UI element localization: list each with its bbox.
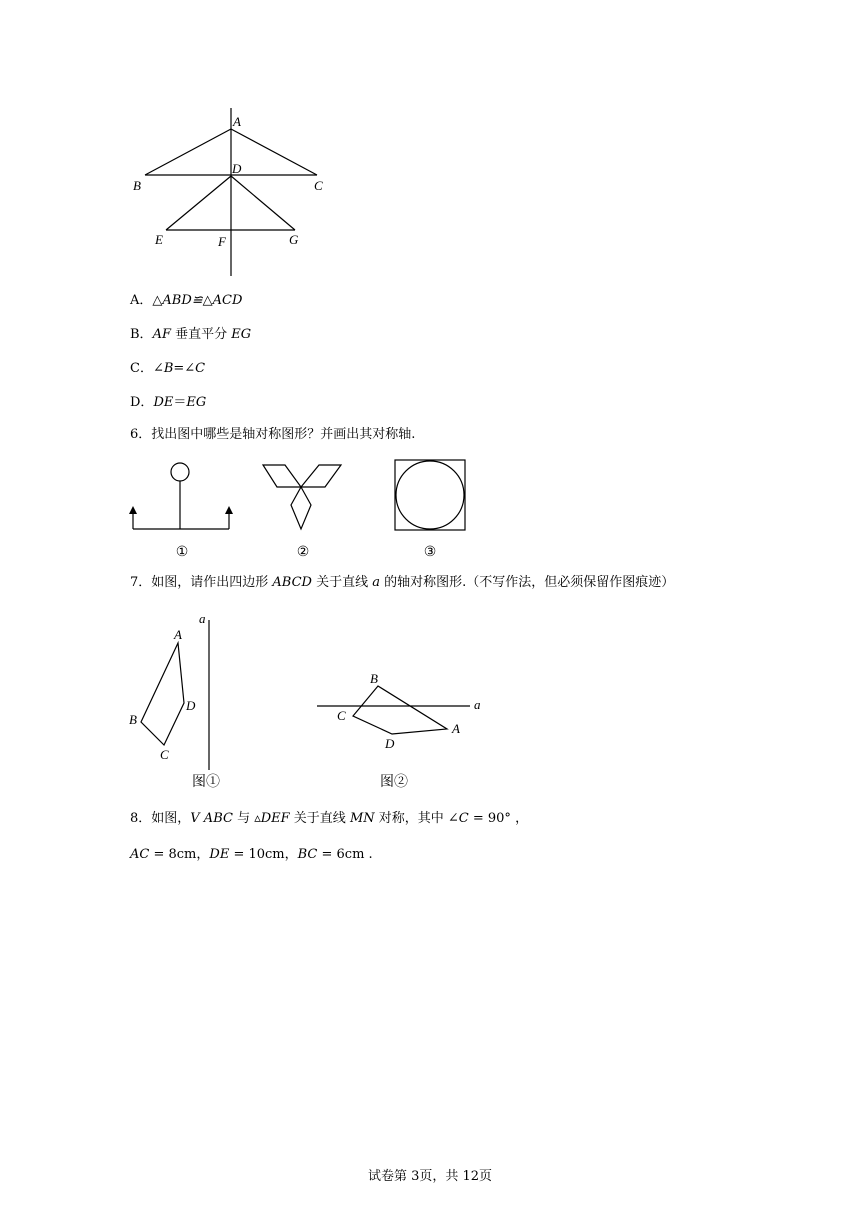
fig2-bottom-rhombus xyxy=(291,487,311,529)
option-b: B．AF 垂直平分 EG xyxy=(130,327,252,342)
caption-fig1: 图① xyxy=(192,775,220,790)
fig3-circle xyxy=(396,461,464,529)
label-g: G xyxy=(289,232,299,247)
figure-q7-2 xyxy=(310,660,500,795)
label-b: B xyxy=(129,712,137,727)
segment-dg xyxy=(231,176,295,230)
segment-ac xyxy=(231,129,317,175)
option-c: C．∠B=∠C xyxy=(130,361,206,376)
fig2-left-rhombus xyxy=(263,465,301,487)
page-footer: 试卷第 3页，共 12页 xyxy=(367,1169,493,1184)
quadrilateral-abcd xyxy=(353,686,447,734)
figure-q6 xyxy=(125,455,475,565)
label-line-a: a xyxy=(199,611,206,626)
segment-de xyxy=(166,176,231,230)
label-c: C xyxy=(337,708,346,723)
label-a: A xyxy=(233,114,241,129)
fig3-label: ③ xyxy=(423,545,437,560)
option-d: D．DE＝EG xyxy=(130,395,207,410)
label-a: A xyxy=(452,721,460,736)
fig2-label: ② xyxy=(296,545,310,560)
label-line-a: a xyxy=(474,697,481,712)
question-8-line1: 8．如图，V ABC 与 ▵DEF 关于直线 MN 对称，其中 ∠C = 90° ， xyxy=(130,811,529,826)
question-6: 6．找出图中哪些是轴对称图形？并画出其对称轴. xyxy=(130,427,416,442)
figure-q7-1 xyxy=(120,605,230,795)
label-d: D xyxy=(385,736,395,751)
label-b: B xyxy=(370,671,378,686)
fig1-left-arrowhead xyxy=(129,506,137,514)
label-f: F xyxy=(218,234,226,249)
label-c: C xyxy=(160,747,169,762)
fig1-circle xyxy=(171,463,189,481)
fig3-square xyxy=(395,460,465,530)
question-7: 7．如图，请作出四边形 ABCD 关于直线 a 的轴对称图形.（不写作法，但必须保留作图痕迹） xyxy=(130,575,675,590)
caption-fig2: 图② xyxy=(380,775,408,790)
fig2-right-rhombus xyxy=(301,465,341,487)
fig1-right-arrowhead xyxy=(225,506,233,514)
label-d: D xyxy=(186,698,196,713)
label-c: C xyxy=(314,178,323,193)
segment-ab xyxy=(145,129,231,175)
question-8-line2: AC = 8cm，DE = 10cm，BC = 6cm . xyxy=(130,847,373,862)
option-a: A．△ABD≌△ACD xyxy=(130,293,243,308)
quadrilateral-abcd xyxy=(141,643,184,745)
label-e: E xyxy=(155,232,163,247)
fig1-label: ① xyxy=(175,545,189,560)
figure-q5 xyxy=(125,100,340,280)
label-b: B xyxy=(133,178,141,193)
label-d: D xyxy=(232,161,242,176)
label-a: A xyxy=(174,627,182,642)
